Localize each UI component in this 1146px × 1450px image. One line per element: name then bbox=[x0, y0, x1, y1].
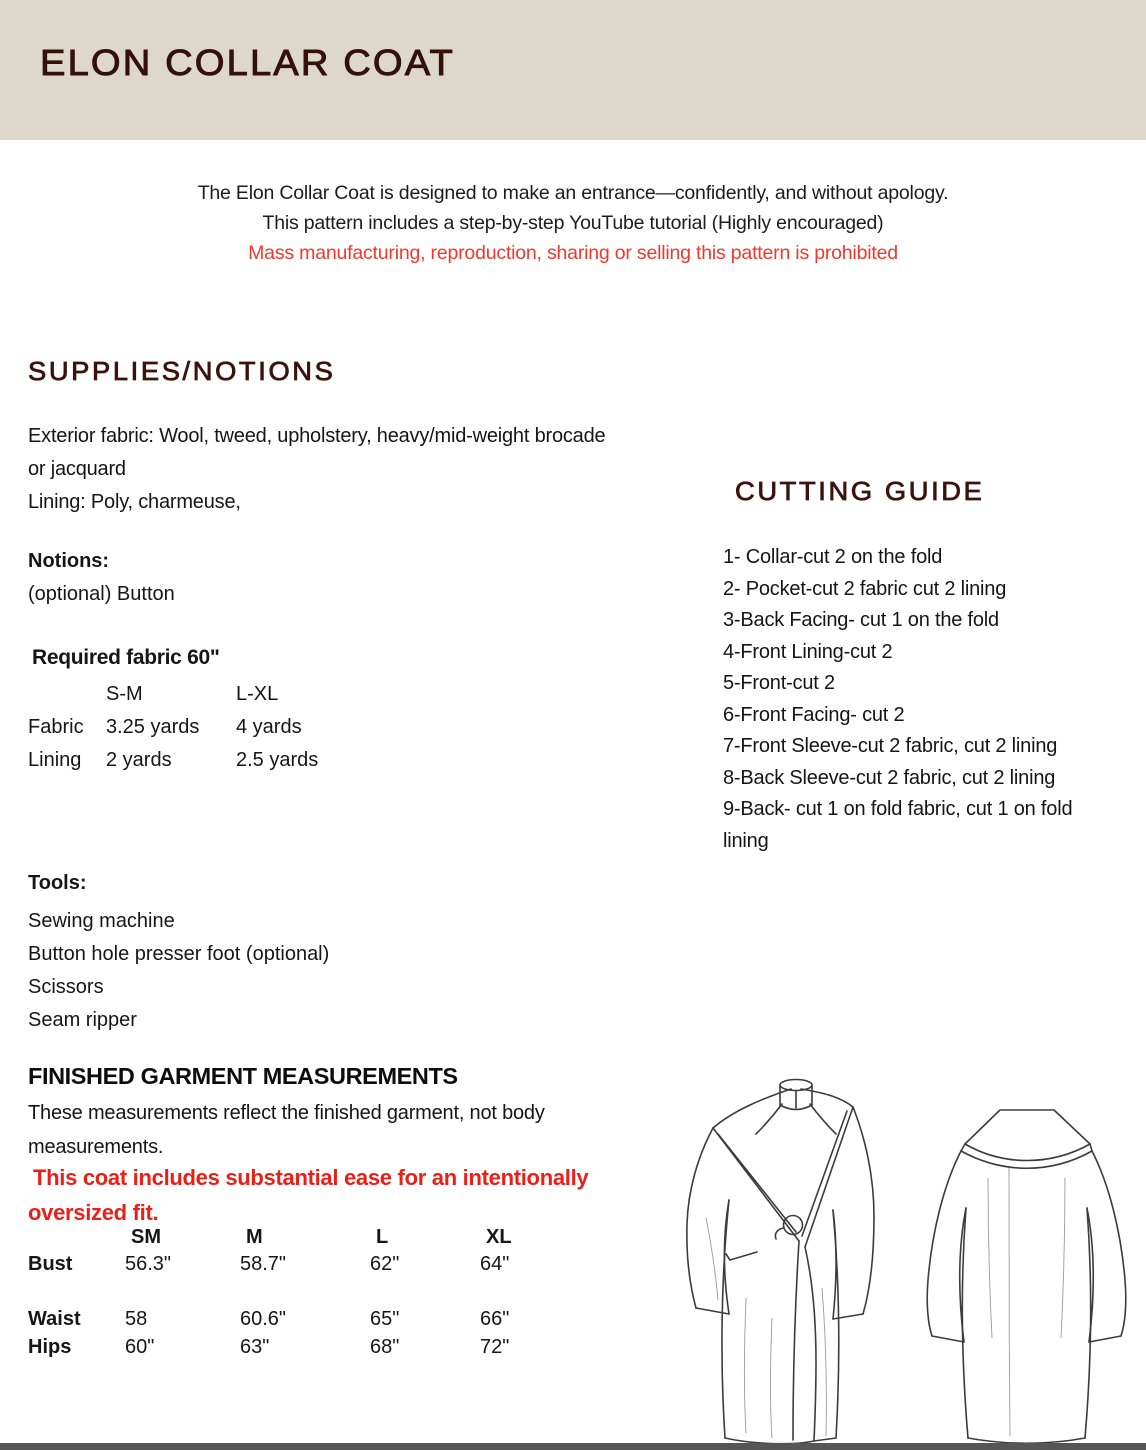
lining-sm-value: 2 yards bbox=[106, 749, 172, 771]
bust-l: 62" bbox=[370, 1252, 400, 1275]
required-fabric-table bbox=[28, 678, 356, 777]
measurements-note bbox=[28, 1097, 648, 1164]
table-row bbox=[28, 744, 356, 777]
waist-xl: 66" bbox=[480, 1307, 510, 1330]
note-line-1: These measurements reflect the finished garment, not body bbox=[28, 1102, 545, 1124]
list-item: 2- Pocket-cut 2 fabric cut 2 lining bbox=[723, 577, 1007, 600]
list-item: 5-Front-cut 2 bbox=[723, 672, 835, 694]
lining-lxl-value: 2.5 yards bbox=[236, 749, 319, 771]
fabric-sm-value: 3.25 yards bbox=[106, 716, 200, 738]
coat-back-illustration bbox=[908, 1048, 1144, 1446]
notions-label: Notions: bbox=[28, 550, 110, 572]
hips-m: 63" bbox=[240, 1335, 270, 1358]
fabric-line-3: Lining: Poly, charmeuse, bbox=[28, 491, 241, 513]
list-item: 7-Front Sleeve-cut 2 fabric, cut 2 lining bbox=[723, 735, 1058, 757]
tools-list bbox=[28, 905, 329, 1037]
size-header-m: M bbox=[246, 1225, 263, 1248]
table-row bbox=[28, 1305, 590, 1333]
intro-line-prohibition: Mass manufacturing, reproduction, sharing or selling this pattern is prohibited bbox=[248, 242, 898, 264]
fabric-lxl-value: 4 yards bbox=[236, 716, 302, 738]
size-header-l: L bbox=[376, 1225, 389, 1248]
measurements-heading: FINISHED GARMENT MEASUREMENTS bbox=[28, 1063, 458, 1089]
supplies-heading: SUPPLIES/NOTIONS bbox=[28, 356, 336, 386]
fabric-col-lxl: L-XL bbox=[236, 683, 279, 705]
oversized-fit-warning bbox=[28, 1160, 708, 1230]
footer-bar bbox=[0, 1443, 1146, 1450]
page-title: ELON COLLAR COAT bbox=[40, 42, 455, 83]
bust-m: 58.7" bbox=[240, 1252, 287, 1275]
table-row bbox=[28, 711, 356, 744]
waist-l: 65" bbox=[370, 1307, 400, 1330]
tools-label: Tools: bbox=[28, 872, 87, 894]
warning-line-2: oversized fit. bbox=[28, 1200, 159, 1225]
fabric-row-label: Fabric bbox=[28, 716, 84, 738]
coat-front-illustration bbox=[646, 1048, 908, 1446]
size-header-row bbox=[28, 1224, 590, 1250]
list-item: 4-Front Lining-cut 2 bbox=[723, 640, 893, 663]
list-item: Scissors bbox=[28, 976, 104, 998]
hips-sm: 60" bbox=[125, 1335, 155, 1358]
bust-label: Bust bbox=[28, 1252, 73, 1275]
coat-illustrations bbox=[646, 1048, 1146, 1446]
fabric-line-2: or jacquard bbox=[28, 458, 126, 480]
waist-label: Waist bbox=[28, 1307, 81, 1330]
bust-sm: 56.3" bbox=[125, 1252, 172, 1275]
size-header-sm: SM bbox=[131, 1225, 161, 1248]
list-item: Seam ripper bbox=[28, 1009, 137, 1031]
hips-xl: 72" bbox=[480, 1335, 510, 1358]
list-item: 1- Collar-cut 2 on the fold bbox=[723, 546, 943, 568]
page-header bbox=[0, 0, 1146, 140]
intro-line-2: This pattern includes a step-by-step YouTube tutorial (Highly encouraged) bbox=[262, 212, 884, 234]
lining-row-label: Lining bbox=[28, 749, 82, 771]
list-item: Sewing machine bbox=[28, 910, 175, 932]
list-item: 6-Front Facing- cut 2 bbox=[723, 703, 905, 726]
fabric-col-sm: S-M bbox=[106, 683, 143, 705]
intro-text bbox=[0, 178, 1146, 268]
list-item: 8-Back Sleeve-cut 2 fabric, cut 2 lining bbox=[723, 766, 1056, 789]
waist-sm: 58 bbox=[125, 1307, 148, 1330]
bust-xl: 64" bbox=[480, 1252, 510, 1275]
fabric-line-1: Exterior fabric: Wool, tweed, upholstery, heavy/mid-weight brocade bbox=[28, 425, 606, 447]
warning-line-1: This coat includes substantial ease for an intentionally bbox=[33, 1165, 589, 1190]
waist-m: 60.6" bbox=[240, 1307, 287, 1330]
size-header-xl: XL bbox=[486, 1225, 512, 1248]
table-row bbox=[28, 1250, 590, 1278]
fabric-table-header-row bbox=[28, 678, 356, 711]
list-item: Button hole presser foot (optional) bbox=[28, 943, 330, 965]
intro-line-1: The Elon Collar Coat is designed to make an entrance—confidently, and without apology. bbox=[197, 182, 949, 204]
hips-l: 68" bbox=[370, 1335, 400, 1358]
note-line-2: measurements. bbox=[28, 1135, 164, 1158]
fabric-description bbox=[28, 420, 708, 519]
hips-label: Hips bbox=[28, 1335, 72, 1358]
cutting-guide-list bbox=[723, 542, 1093, 857]
measurements-table bbox=[28, 1224, 590, 1361]
table-row bbox=[28, 1333, 590, 1361]
required-fabric-heading: Required fabric 60" bbox=[32, 646, 220, 669]
list-item: 9-Back- cut 1 on fold fabric, cut 1 on fold lining bbox=[723, 798, 1073, 852]
cutting-guide-heading: CUTTING GUIDE bbox=[735, 476, 985, 506]
notions-value: (optional) Button bbox=[28, 583, 175, 605]
list-item: 3-Back Facing- cut 1 on the fold bbox=[723, 609, 999, 631]
